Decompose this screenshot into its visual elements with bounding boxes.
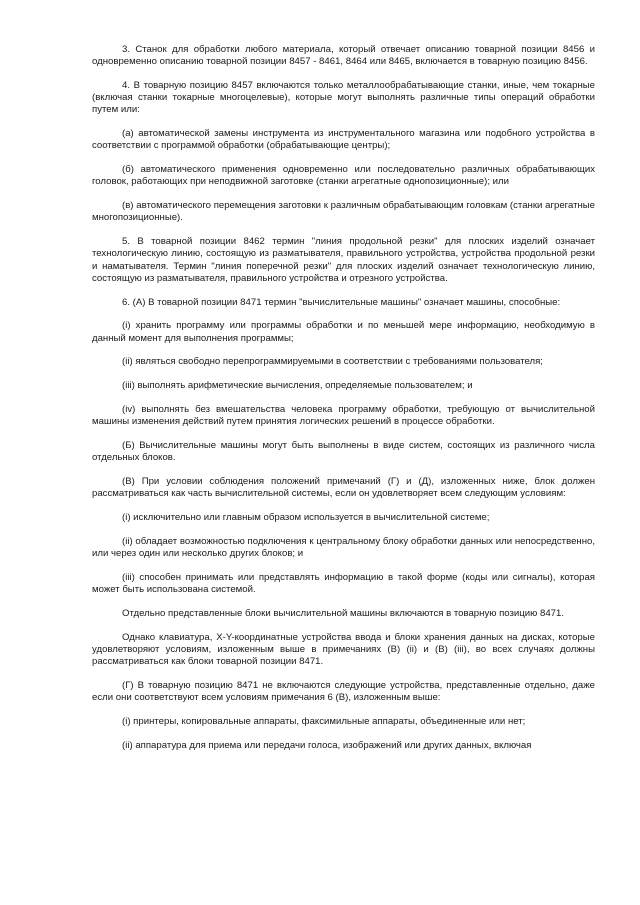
paragraph-note-4-a: (а) автоматической замены инструмента из инструментального магазина или подобного устройства в соответствии с программой обработки (обрабатывающие центры);: [92, 128, 595, 152]
paragraph-note-6-c: (В) При условии соблюдения положений примечаний (Г) и (Д), изложенных ниже, блок должен рассматриваться как часть вычислительной системы, если он удовлетворяет всем следующим условиям:: [92, 476, 595, 500]
paragraph-note-6-b: (Б) Вычислительные машины могут быть выполнены в виде систем, состоящих из различного числа отдельных блоков.: [92, 440, 595, 464]
paragraph-note-4-c: (в) автоматического перемещения заготовки к различным обрабатывающим головкам (станки агрегатные многопозиционные).: [92, 200, 595, 224]
paragraph-note-6-a-iii: (iii) выполнять арифметические вычисления, определяемые пользователем; и: [122, 380, 473, 392]
paragraph-note-6-d-i: (i) принтеры, копировальные аппараты, факсимильные аппараты, объединенные или нет;: [122, 715, 526, 727]
paragraph-note-3: 3. Станок для обработки любого материала, который отвечает описанию товарной позиции 8456 и одновременно описанию товарной позиции 8457 - 8461, 8464 или 8465, включается в товарную позицию 8456.: [92, 44, 595, 68]
paragraph-note-6-a-iv: (iv) выполнять без вмешательства человека программу обработки, требующую от вычислительной машины изменения действий путем принятия логических решений в процессе обработки.: [92, 404, 595, 428]
paragraph-note-5: 5. В товарной позиции 8462 термин "линия продольной резки" для плоских изделий означает технологическую линию, состоящую из разматывателя, правильного устройства, устройства продольной резки и наматывателя. Термин "линия поперечной резки" для плоских изделий означает технологическую линию, состоящую из разматывателя, правильного устройства и отрезного устройства.: [92, 236, 595, 284]
paragraph-note-4-b: (б) автоматического применения одновременно или последовательно различных обрабатывающих головок, работающих при неподвижной заготовке (станки агрегатные однопозиционные); или: [92, 164, 595, 188]
paragraph-note-6-c-ii: (ii) обладает возможностью подключения к центральному блоку обработки данных или непосредственно, или через один или несколько других блоков; и: [92, 535, 595, 559]
paragraph-note-6-d-ii: (ii) аппаратура для приема или передачи голоса, изображений или других данных, включая: [122, 739, 532, 751]
paragraph-note-6-c-i: (i) исключительно или главным образом используется в вычислительной системе;: [122, 512, 490, 523]
paragraph-note-6-a: 6. (А) В товарной позиции 8471 термин "вычислительные машины" означает машины, способные:: [122, 296, 561, 308]
paragraph-separate-units: Отдельно представленные блоки вычислительной машины включаются в товарную позицию 8471.: [122, 607, 565, 619]
paragraph-note-6-a-i: (i) хранить программу или программы обработки и по меньшей мере информацию, необходимую в данный момент для выполнения программы;: [92, 320, 595, 344]
paragraph-note-6-d: (Г) В товарную позицию 8471 не включаются следующие устройства, представленные отдельно, даже если они соответствуют всем условиям примечания 6 (В), изложенным выше:: [92, 679, 595, 703]
paragraph-note-4: 4. В товарную позицию 8457 включаются только металлообрабатывающие станки, иные, чем токарные (включая станки токарные многоцелевые), которые могут выполнять различные типы операций обработки путем или:: [92, 80, 595, 116]
paragraph-note-6-a-ii: (ii) являться свободно перепрограммируемыми в соответствии с требованиями пользователя;: [122, 356, 543, 368]
paragraph-keyboards: Однако клавиатура, X-Y-координатные устройства ввода и блоки хранения данных на дисках, которые удовлетворяют условиям, изложенным выше в примечаниях (В) (ii) и (В) (iii), во всех случаях должны рассматриваться как блоки товарной позиции 8471.: [92, 631, 595, 667]
paragraph-note-6-c-iii: (iii) способен принимать или представлять информацию в такой форме (коды или сигналы), которая может быть использована системой.: [92, 571, 595, 595]
document-page: [92, 44, 595, 752]
